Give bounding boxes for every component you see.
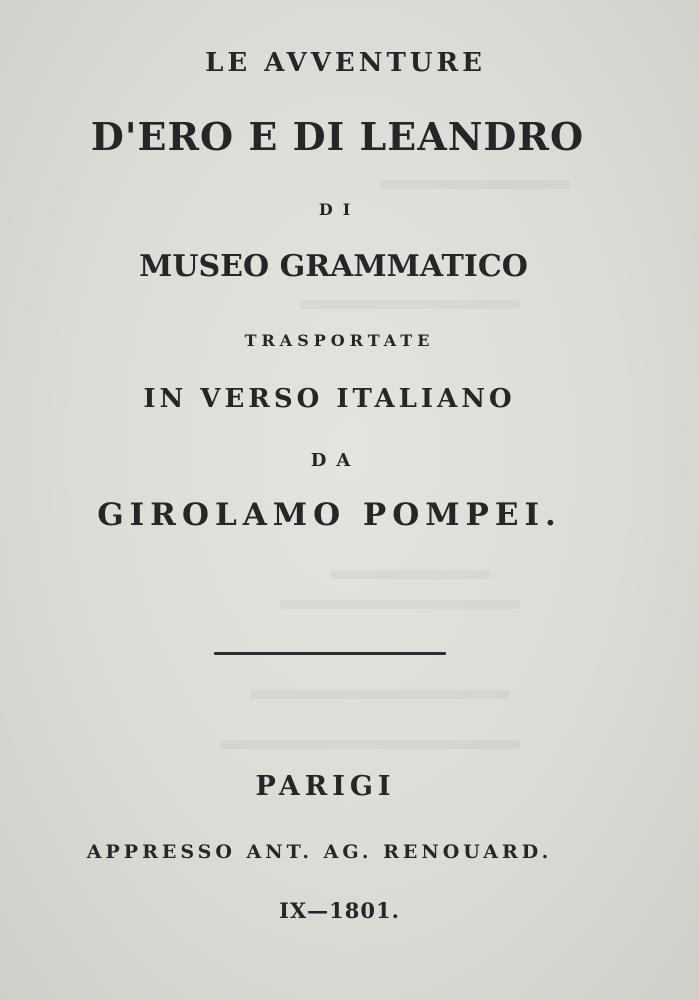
translator-name: GIROLAMO POMPEI. (97, 497, 562, 533)
transported-label: TRASPORTATE (244, 331, 435, 350)
imprint-city: PARIGI (255, 771, 396, 802)
imprint-date: IX—1801. (279, 898, 400, 923)
translator-by-label: DA (310, 450, 361, 471)
title-line-1: LE AVVENTURE (205, 48, 486, 78)
into-verse-label: IN VERSO ITALIANO (143, 384, 516, 414)
imprint-printer: APPRESSO ANT. AG. RENOUARD. (86, 841, 553, 863)
author-name: MUSEO GRAMMATICO (139, 249, 528, 284)
title-line-2: D'ERO E DI LEANDRO (90, 114, 585, 159)
by-label: DI (318, 200, 361, 219)
horizontal-rule (214, 652, 446, 655)
